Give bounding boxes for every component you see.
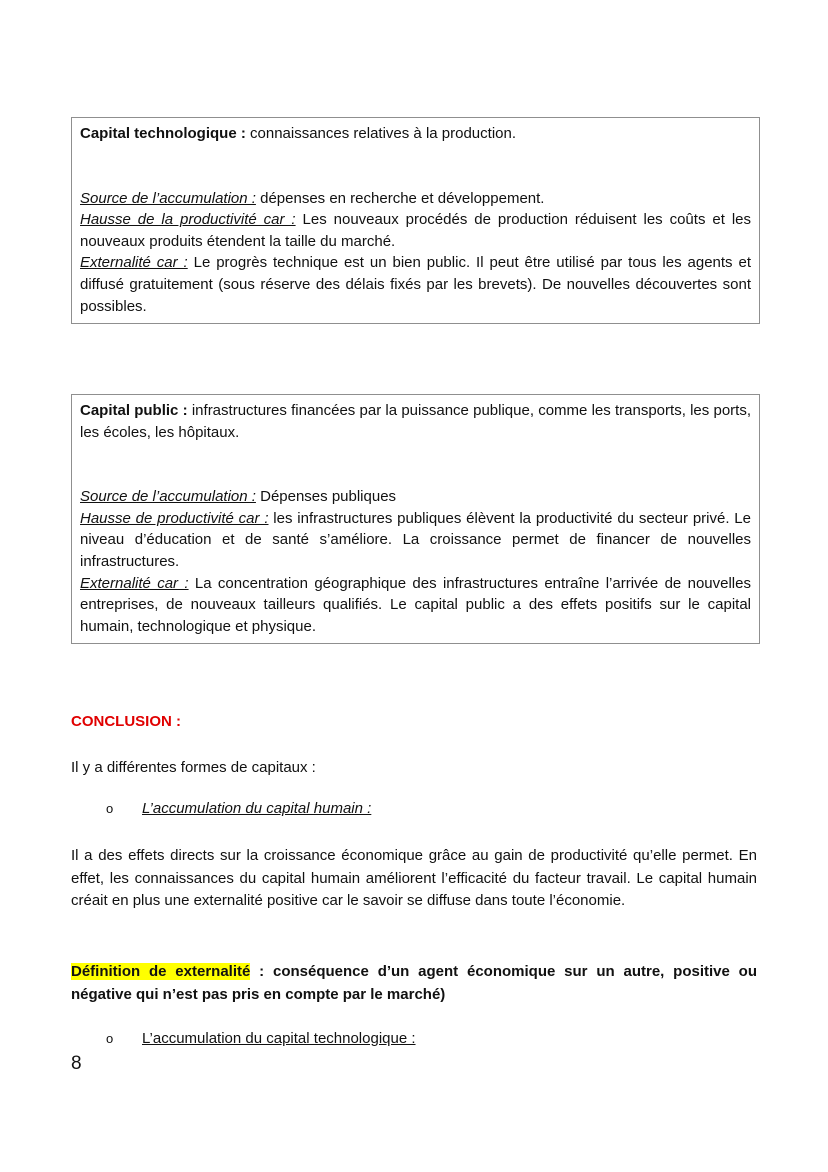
box2-hausse-label: Hausse de productivité car : [80,509,269,527]
box1-source-label: Source de l’accumulation : [80,189,256,207]
page-number: 8 [71,1053,82,1074]
capital-technologique-box [71,117,760,324]
conclusion-heading: CONCLUSION : [71,713,181,730]
bullet-capital-humain [106,800,371,817]
bullet-capital-technologique [106,1030,416,1047]
definition-text: : conséquence d’un agent économique sur un autre, positive ou négative qui n’est pas pris en compte par le marché) [71,963,757,1003]
box2-definition-text: infrastructures financées par la puissance publique, comme les transports, les ports, les écoles, les hôpitaux. [80,402,751,441]
box2-title: Capital public : [80,402,188,419]
box1-ext-label: Externalité car : [80,254,188,272]
box2-source-label: Source de l’accumulation : [80,488,256,506]
box2-externalite [80,573,751,638]
bullet1-text: L’accumulation du capital humain : [142,800,372,817]
box1-hausse-text: Les nouveaux procédés de production réduisent les coûts et les nouveaux produits étendent la taille du marché. [80,211,751,250]
box1-externalite [80,252,751,317]
box1-ext-text: Le progrès technique est un bien public. Il peut être utilisé par tous les agents et diffusé gratuitement (sous réserve des délais fixés par les brevets). De nouvelles découvertes sont possibles. [80,254,751,315]
bullet-marker: o [106,1031,114,1046]
box2-hausse-text: les infrastructures publiques élèvent la productivité du secteur privé. Le niveau d’éducation et de santé s’améliore. La croissance permet de financer de nouvelles infrastructures. [80,509,751,570]
capital-public-box [71,394,760,644]
box1-title: Capital technologique : [80,125,246,142]
capital-humain-paragraph: Il a des effets directs sur la croissance économique grâce au gain de productivité qu’elle permet. En effet, les connaissances du capital humain améliorent l’efficacité du facteur travail. Le capital humain créait en plus une externalité positive car le savoir se diffuse dans toute l’économie. [71,847,757,909]
bullet-marker: o [106,801,114,816]
box1-definition [80,123,751,145]
definition-term: Définition de externalité [71,963,251,980]
bullet2-text: L’accumulation du capital technologique : [142,1030,416,1047]
box2-ext-label: Externalité car : [80,574,189,592]
box2-hausse [80,508,751,573]
box1-definition-text: connaissances relatives à la production. [245,125,516,142]
definition-externalite [71,961,757,1006]
box1-hausse-label: Hausse de la productivité car : [80,211,296,229]
box2-source-text: Dépenses publiques [255,488,397,506]
conclusion-intro: Il y a différentes formes de capitaux : [71,759,316,776]
box2-ext-text: La concentration géographique des infrastructures entraîne l’arrivée de nouvelles entreprises, de nouveaux tailleurs qualifiés. Le capital public a des effets positifs sur le capital humain, technologique et physique. [80,574,751,635]
box1-source-text: dépenses en recherche et développement. [255,189,545,207]
box2-definition [80,400,751,443]
box1-hausse [80,209,751,252]
box1-source [80,188,751,210]
box2-source [80,486,751,508]
